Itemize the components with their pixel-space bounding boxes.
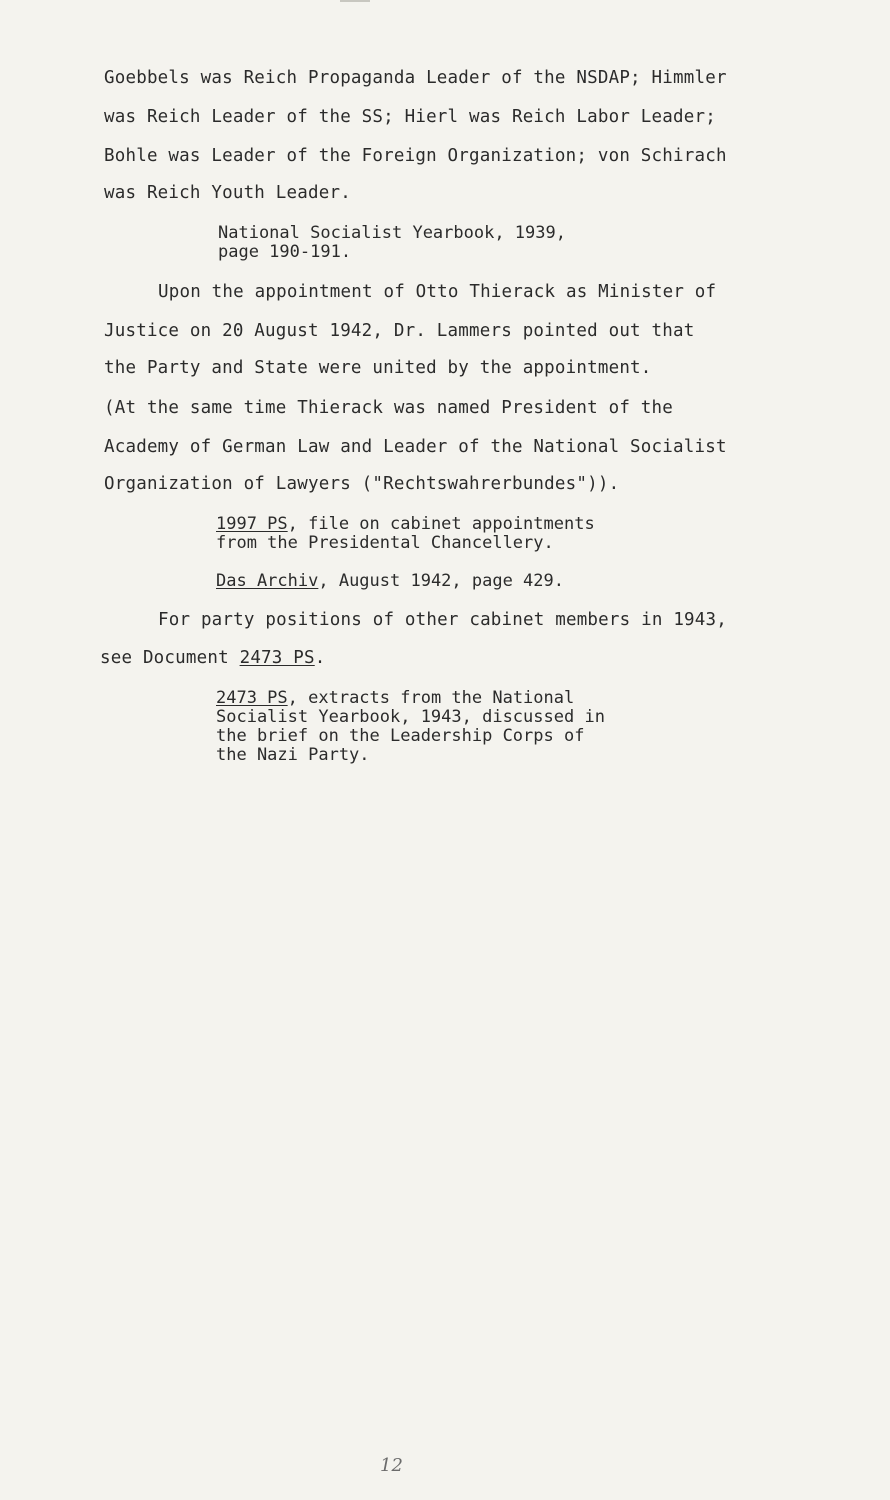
citation-3-rest: , August 1942, page 429. (318, 571, 564, 591)
citation-2-line-2: from the Presidental Chancellery. (216, 533, 554, 553)
paragraph-2-line-6: Organization of Lawyers ("Rechtswahrerbundes")). (104, 474, 620, 494)
paragraph-1-line-4: was Reich Youth Leader. (104, 183, 351, 203)
citation-1 (218, 224, 566, 262)
paragraph-3-prefix: see Document (100, 648, 240, 668)
citation-4-line-4: the Nazi Party. (216, 745, 370, 765)
paragraph-1-line-1: Goebbels was Reich Propaganda Leader of the NSDAP; Himmler (104, 68, 727, 88)
citation-4-line-2: Socialist Yearbook, 1943, discussed in (216, 707, 605, 727)
paragraph-3-suffix: . (314, 648, 326, 668)
paragraph-1-line-3: Bohle was Leader of the Foreign Organization; von Schirach (104, 146, 727, 166)
paragraph-3-line-1: For party positions of other cabinet members in 1943, (158, 610, 728, 630)
paragraph-2-line-3: the Party and State were united by the appointment. (104, 358, 652, 378)
paragraph-2-line-1: Upon the appointment of Otto Thierack as Minister of (158, 282, 717, 302)
citation-2-ref: 1997 PS (216, 514, 288, 534)
citation-2-line-1 (216, 515, 595, 534)
paragraph-2-line-4: (At the same time Thierack was named President of the (104, 398, 674, 418)
paragraph-2-line-5: Academy of German Law and Leader of the National Socialist (104, 437, 727, 457)
paragraph-3-line-2 (100, 648, 325, 668)
paragraph-2-line-2: Justice on 20 August 1942, Dr. Lammers pointed out that (104, 321, 695, 341)
citation-1-line-2: page 190-191. (218, 242, 352, 262)
citation-1-line-1: National Socialist Yearbook, 1939, (218, 223, 566, 243)
citation-3-ref: Das Archiv (216, 571, 319, 591)
paragraph-3-ref: 2473 PS (239, 648, 315, 668)
citation-4-ref: 2473 PS (216, 688, 288, 708)
citation-3 (216, 572, 564, 591)
citation-2 (216, 515, 595, 553)
citation-2-rest: , file on cabinet appointments (287, 514, 595, 534)
citation-4 (216, 689, 605, 765)
citation-4-line-3: the brief on the Leadership Corps of (216, 726, 585, 746)
scan-mark (340, 0, 370, 2)
paragraph-1-line-2: was Reich Leader of the SS; Hierl was Reich Labor Leader; (104, 107, 716, 127)
citation-4-rest: , extracts from the National (287, 688, 575, 708)
page-number: 12 (380, 1455, 403, 1476)
